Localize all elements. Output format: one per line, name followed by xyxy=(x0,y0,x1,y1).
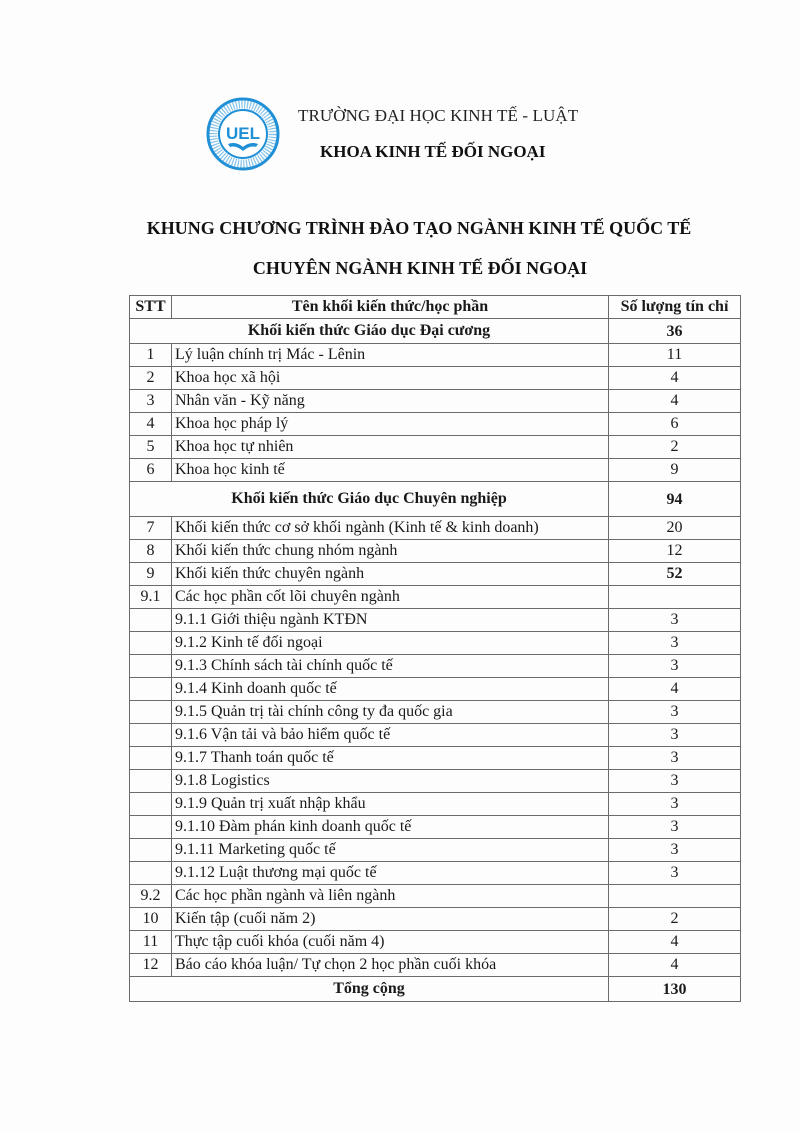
row-name: Khoa học kinh tế xyxy=(172,459,609,482)
row-stt xyxy=(130,632,172,655)
row-name: 9.1.6 Vận tải và bảo hiểm quốc tế xyxy=(172,724,609,747)
table-row xyxy=(130,609,741,632)
row-credits: 4 xyxy=(609,931,741,954)
row-credits: 12 xyxy=(609,540,741,563)
row-stt xyxy=(130,770,172,793)
row-name: Khối kiến thức chung nhóm ngành xyxy=(172,540,609,563)
row-name: 9.1.4 Kinh doanh quốc tế xyxy=(172,678,609,701)
row-credits: 9 xyxy=(609,459,741,482)
row-credits: 2 xyxy=(609,436,741,459)
row-name: 9.1.11 Marketing quốc tế xyxy=(172,839,609,862)
row-stt: 12 xyxy=(130,954,172,977)
row-credits: 3 xyxy=(609,862,741,885)
document-title: KHUNG CHƯƠNG TRÌNH ĐÀO TẠO NGÀNH KINH TẾ QUỐC TẾ xyxy=(146,218,692,238)
row-credits xyxy=(609,885,741,908)
table-row xyxy=(130,747,741,770)
row-name: Các học phần ngành và liên ngành xyxy=(172,885,609,908)
row-name: 9.1.9 Quản trị xuất nhập khẩu xyxy=(172,793,609,816)
row-credits: 4 xyxy=(609,367,741,390)
row-stt: 6 xyxy=(130,459,172,482)
row-credits: 4 xyxy=(609,678,741,701)
table-row xyxy=(130,931,741,954)
row-stt xyxy=(130,701,172,724)
group-credits: 36 xyxy=(609,319,741,344)
row-stt xyxy=(130,862,172,885)
table-row xyxy=(130,413,741,436)
row-name: Khoa học tự nhiên xyxy=(172,436,609,459)
row-credits: 3 xyxy=(609,747,741,770)
table-row xyxy=(130,344,741,367)
table-row xyxy=(130,390,741,413)
row-stt: 11 xyxy=(130,931,172,954)
row-stt xyxy=(130,609,172,632)
row-credits: 2 xyxy=(609,908,741,931)
row-stt xyxy=(130,655,172,678)
row-name: Khối kiến thức chuyên ngành xyxy=(172,563,609,586)
table-row xyxy=(130,770,741,793)
row-name: 9.1.7 Thanh toán quốc tế xyxy=(172,747,609,770)
table-row xyxy=(130,793,741,816)
table-row xyxy=(130,701,741,724)
row-stt xyxy=(130,678,172,701)
total-row xyxy=(130,977,741,1002)
group-label: Khối kiến thức Giáo dục Đại cương xyxy=(130,319,609,344)
row-credits: 52 xyxy=(609,563,741,586)
row-name: 9.1.8 Logistics xyxy=(172,770,609,793)
group-row-professional-education xyxy=(130,482,741,517)
row-credits: 3 xyxy=(609,839,741,862)
table-row xyxy=(130,954,741,977)
row-name: Khoa học pháp lý xyxy=(172,413,609,436)
total-credits: 130 xyxy=(609,977,741,1002)
row-credits: 3 xyxy=(609,724,741,747)
row-credits: 3 xyxy=(609,701,741,724)
group-label: Khối kiến thức Giáo dục Chuyên nghiệp xyxy=(130,482,609,517)
row-stt: 1 xyxy=(130,344,172,367)
row-credits: 6 xyxy=(609,413,741,436)
row-credits: 3 xyxy=(609,632,741,655)
table-header-row xyxy=(130,296,741,319)
row-name: 9.1.3 Chính sách tài chính quốc tế xyxy=(172,655,609,678)
table-row xyxy=(130,885,741,908)
row-credits: 3 xyxy=(609,816,741,839)
row-stt xyxy=(130,816,172,839)
row-credits: 4 xyxy=(609,954,741,977)
column-header-stt: STT xyxy=(130,296,172,319)
row-stt: 3 xyxy=(130,390,172,413)
group-credits: 94 xyxy=(609,482,741,517)
row-stt: 9 xyxy=(130,563,172,586)
row-stt: 7 xyxy=(130,517,172,540)
svg-text:UEL: UEL xyxy=(226,124,260,143)
university-name: TRƯỜNG ĐẠI HỌC KINH TẾ - LUẬT xyxy=(298,106,579,125)
faculty-name: KHOA KINH TẾ ĐỐI NGOẠI xyxy=(320,142,546,161)
row-name: 9.1.12 Luật thương mại quốc tế xyxy=(172,862,609,885)
table-row xyxy=(130,632,741,655)
row-name: Kiến tập (cuối năm 2) xyxy=(172,908,609,931)
row-name: Khối kiến thức cơ sở khối ngành (Kinh tế & kinh doanh) xyxy=(172,517,609,540)
row-name: Khoa học xã hội xyxy=(172,367,609,390)
table-row xyxy=(130,678,741,701)
table-row xyxy=(130,862,741,885)
table-row xyxy=(130,816,741,839)
table-row xyxy=(130,436,741,459)
row-credits: 3 xyxy=(609,770,741,793)
column-header-name: Tên khối kiến thức/học phần xyxy=(172,296,609,319)
document-subtitle: CHUYÊN NGÀNH KINH TẾ ĐỐI NGOẠI xyxy=(252,258,588,278)
row-stt: 10 xyxy=(130,908,172,931)
row-stt xyxy=(130,747,172,770)
table-row xyxy=(130,724,741,747)
table-row xyxy=(130,655,741,678)
row-stt: 9.1 xyxy=(130,586,172,609)
row-stt: 5 xyxy=(130,436,172,459)
row-name: 9.1.10 Đàm phán kinh doanh quốc tế xyxy=(172,816,609,839)
row-name: 9.1.2 Kinh tế đối ngoại xyxy=(172,632,609,655)
table-row xyxy=(130,517,741,540)
row-stt: 9.2 xyxy=(130,885,172,908)
row-name: 9.1.1 Giới thiệu ngành KTĐN xyxy=(172,609,609,632)
row-credits: 11 xyxy=(609,344,741,367)
column-header-credits: Số lượng tín chỉ xyxy=(609,296,741,319)
row-credits xyxy=(609,586,741,609)
row-name: Lý luận chính trị Mác - Lênin xyxy=(172,344,609,367)
group-row-general-education xyxy=(130,319,741,344)
table-row xyxy=(130,367,741,390)
row-stt: 2 xyxy=(130,367,172,390)
table-row xyxy=(130,586,741,609)
table-row xyxy=(130,908,741,931)
row-credits: 20 xyxy=(609,517,741,540)
row-stt: 4 xyxy=(130,413,172,436)
row-name: Báo cáo khóa luận/ Tự chọn 2 học phần cuối khóa xyxy=(172,954,609,977)
table-row xyxy=(130,540,741,563)
curriculum-table xyxy=(129,295,741,1002)
table-row xyxy=(130,839,741,862)
table-row xyxy=(130,459,741,482)
row-name: 9.1.5 Quản trị tài chính công ty đa quốc gia xyxy=(172,701,609,724)
row-credits: 3 xyxy=(609,609,741,632)
row-credits: 3 xyxy=(609,793,741,816)
row-name: Nhân văn - Kỹ năng xyxy=(172,390,609,413)
row-stt xyxy=(130,839,172,862)
table-row xyxy=(130,563,741,586)
row-credits: 4 xyxy=(609,390,741,413)
row-stt xyxy=(130,724,172,747)
total-label: Tổng cộng xyxy=(130,977,609,1002)
row-credits: 3 xyxy=(609,655,741,678)
row-name: Thực tập cuối khóa (cuối năm 4) xyxy=(172,931,609,954)
row-name: Các học phần cốt lõi chuyên ngành xyxy=(172,586,609,609)
uel-logo-icon xyxy=(206,97,280,171)
row-stt xyxy=(130,793,172,816)
row-stt: 8 xyxy=(130,540,172,563)
